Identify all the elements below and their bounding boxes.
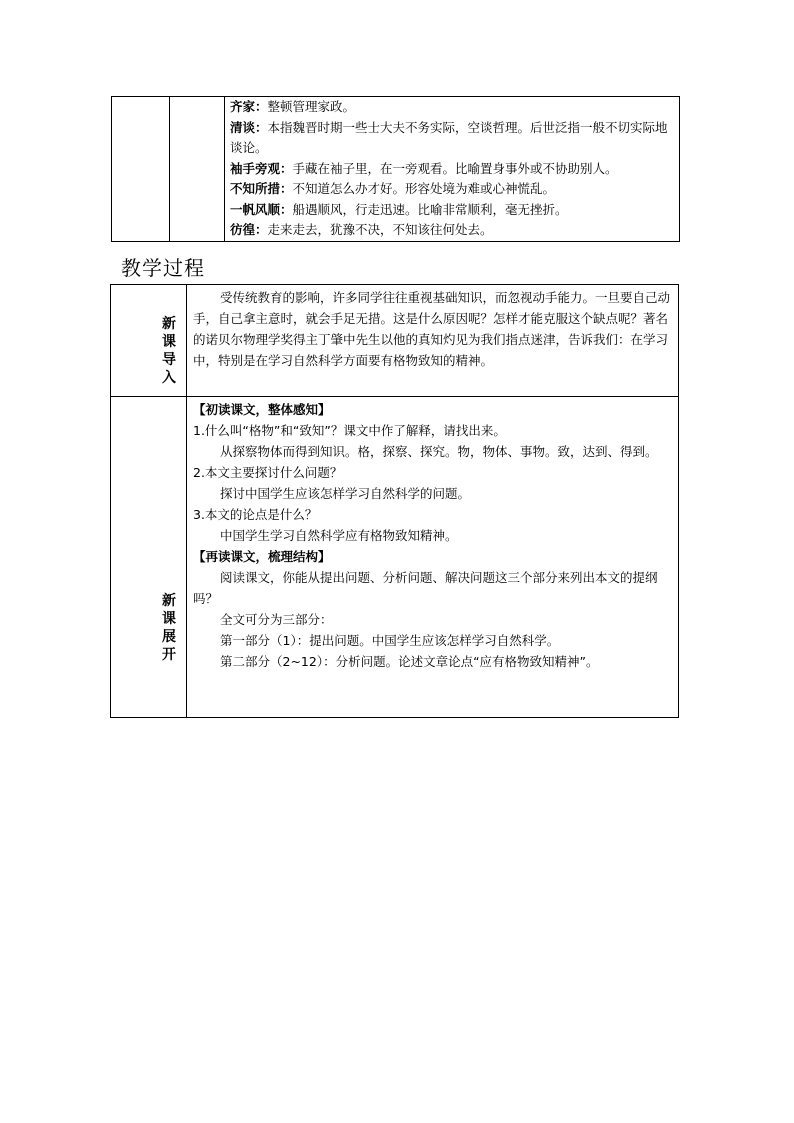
vocab-term: 一帆风顺： <box>230 201 293 217</box>
paragraph: 第一部分（1）：提出问题。中国学生应该怎样学习自然科学。 <box>220 633 560 648</box>
table-divider <box>111 396 678 397</box>
vocab-definition: 船遇顺风，行走迅速。比喻非常顺利，毫无挫折。 <box>292 201 568 217</box>
vocab-definition: 本指魏晋时期一些士大夫不务实际，空谈哲理。后世泛指一般不切实际地谈论。 <box>230 119 668 155</box>
question: 1.什么叫“格物”和“致知”？课文中作了解释，请找出来。 <box>193 423 506 438</box>
vocab-term: 袖手旁观： <box>230 160 293 176</box>
intro-row-label: 新课导入 <box>162 316 176 386</box>
question: 3.本文的论点是什么？ <box>193 507 318 522</box>
vocab-definition: 不知道怎么办才好。形容处境为难或心神慌乱。 <box>292 181 556 196</box>
vocab-entry <box>230 220 675 241</box>
vocab-term: 清谈： <box>230 119 268 135</box>
vocab-term: 齐家： <box>230 99 268 114</box>
teaching-process-table <box>110 284 679 718</box>
vocab-entry <box>230 97 675 118</box>
paragraph: 阅读课文，你能从提出问题、分析问题、解决问题这三个部分来列出本文的提纲吗？ <box>193 570 658 606</box>
vocab-term: 彷徨： <box>230 222 268 237</box>
vocab-definition: 整顿管理家政。 <box>267 99 356 114</box>
section-heading: 【再读课文，梳理结构】 <box>193 549 331 564</box>
vocab-definition: 手藏在袖子里，在一旁观看。比喻置身事外或不协助别人。 <box>292 160 618 176</box>
section-heading: 【初读课文，整体感知】 <box>193 402 331 417</box>
intro-text: 受传统教育的影响，许多同学往往重视基础知识，而忽视动手能力。一旦要自己动手，自己拿主意时，就会手足无措。这是什么原因呢？怎样才能克服这个缺点呢？著名的诺贝尔物理学奖得主丁肇中先生以他的真知灼见为我们指点迷津，告诉我们：在学习中，特别是在学习自然科学方面要有格物致知的精神。 <box>193 290 671 368</box>
vocab-entry <box>230 200 675 221</box>
vocab-entry <box>230 159 675 180</box>
paragraph: 第二部分（2~12）：分析问题。论述文章论点“应有格物致知精神”。 <box>220 654 599 669</box>
answer: 从探察物体而得到知识。格，探察、探究。物，物体、事物。致，达到、得到。 <box>220 444 658 459</box>
answer: 探讨中国学生应该怎样学习自然科学的问题。 <box>220 486 471 501</box>
vocabulary-table <box>111 96 680 242</box>
table-divider <box>186 285 187 717</box>
develop-row-label: 新课展开 <box>162 593 176 663</box>
vocabulary-list <box>230 97 675 241</box>
paragraph: 全文可分为三部分： <box>220 612 333 627</box>
vocab-definition: 走来走去，犹豫不决，不知该往何处去。 <box>267 222 493 237</box>
answer: 中国学生学习自然科学应有格物致知精神。 <box>220 528 458 543</box>
table-divider <box>169 97 170 241</box>
section-title: 教学过程 <box>121 256 205 280</box>
develop-content <box>193 399 672 672</box>
table-divider <box>224 97 225 241</box>
vocab-entry <box>230 118 675 159</box>
vocab-entry <box>230 179 675 200</box>
vocab-term: 不知所措： <box>230 181 293 196</box>
question: 2.本文主要探讨什么问题？ <box>193 465 343 480</box>
